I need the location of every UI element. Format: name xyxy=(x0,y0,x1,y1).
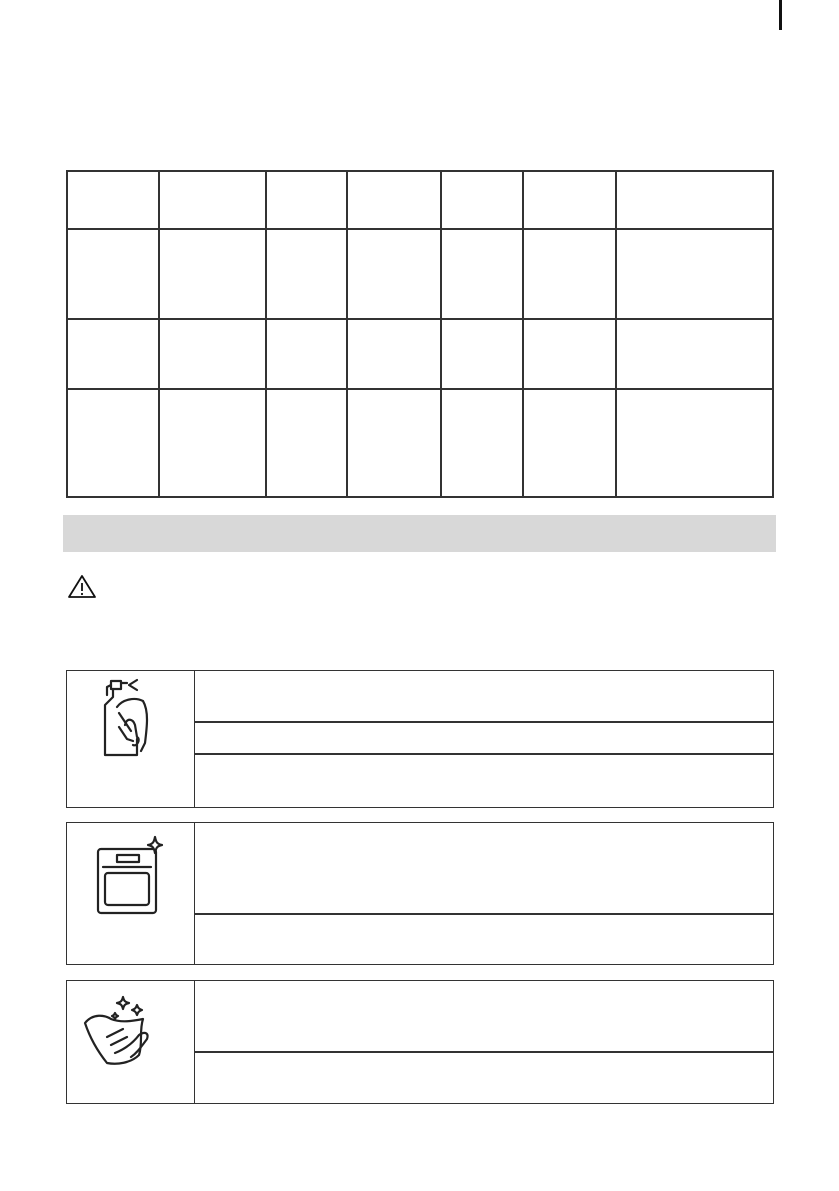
table-col-divider xyxy=(522,170,524,498)
table-row-divider xyxy=(66,318,774,320)
table-border-bottom xyxy=(66,496,774,498)
row-divider xyxy=(194,721,773,723)
cleaning-box-spray xyxy=(66,670,774,808)
table-border-right xyxy=(772,170,774,498)
table-col-divider xyxy=(346,170,348,498)
cleaning-box-oven xyxy=(66,822,774,965)
icon-cell xyxy=(67,823,195,964)
row-divider xyxy=(194,753,773,755)
table-border-top xyxy=(66,170,774,172)
table-row-divider xyxy=(66,228,774,230)
table-border-left xyxy=(66,170,68,498)
cloth-sparkle-icon xyxy=(81,993,173,1073)
table-row-divider xyxy=(66,388,774,390)
icon-cell xyxy=(67,981,195,1103)
section-heading-bar xyxy=(63,515,776,552)
oven-sparkle-icon xyxy=(95,833,165,917)
data-table xyxy=(66,170,774,498)
row-divider xyxy=(194,913,773,915)
icon-cell xyxy=(67,671,195,807)
row-divider xyxy=(194,1051,773,1053)
table-col-divider xyxy=(615,170,617,498)
table-col-divider xyxy=(265,170,267,498)
table-col-divider xyxy=(440,170,442,498)
spray-bottle-cloth-icon xyxy=(97,677,161,765)
table-col-divider xyxy=(158,170,160,498)
warning-triangle-icon xyxy=(67,573,97,600)
page-edge-mark xyxy=(779,0,782,30)
cleaning-box-cloth xyxy=(66,980,774,1104)
